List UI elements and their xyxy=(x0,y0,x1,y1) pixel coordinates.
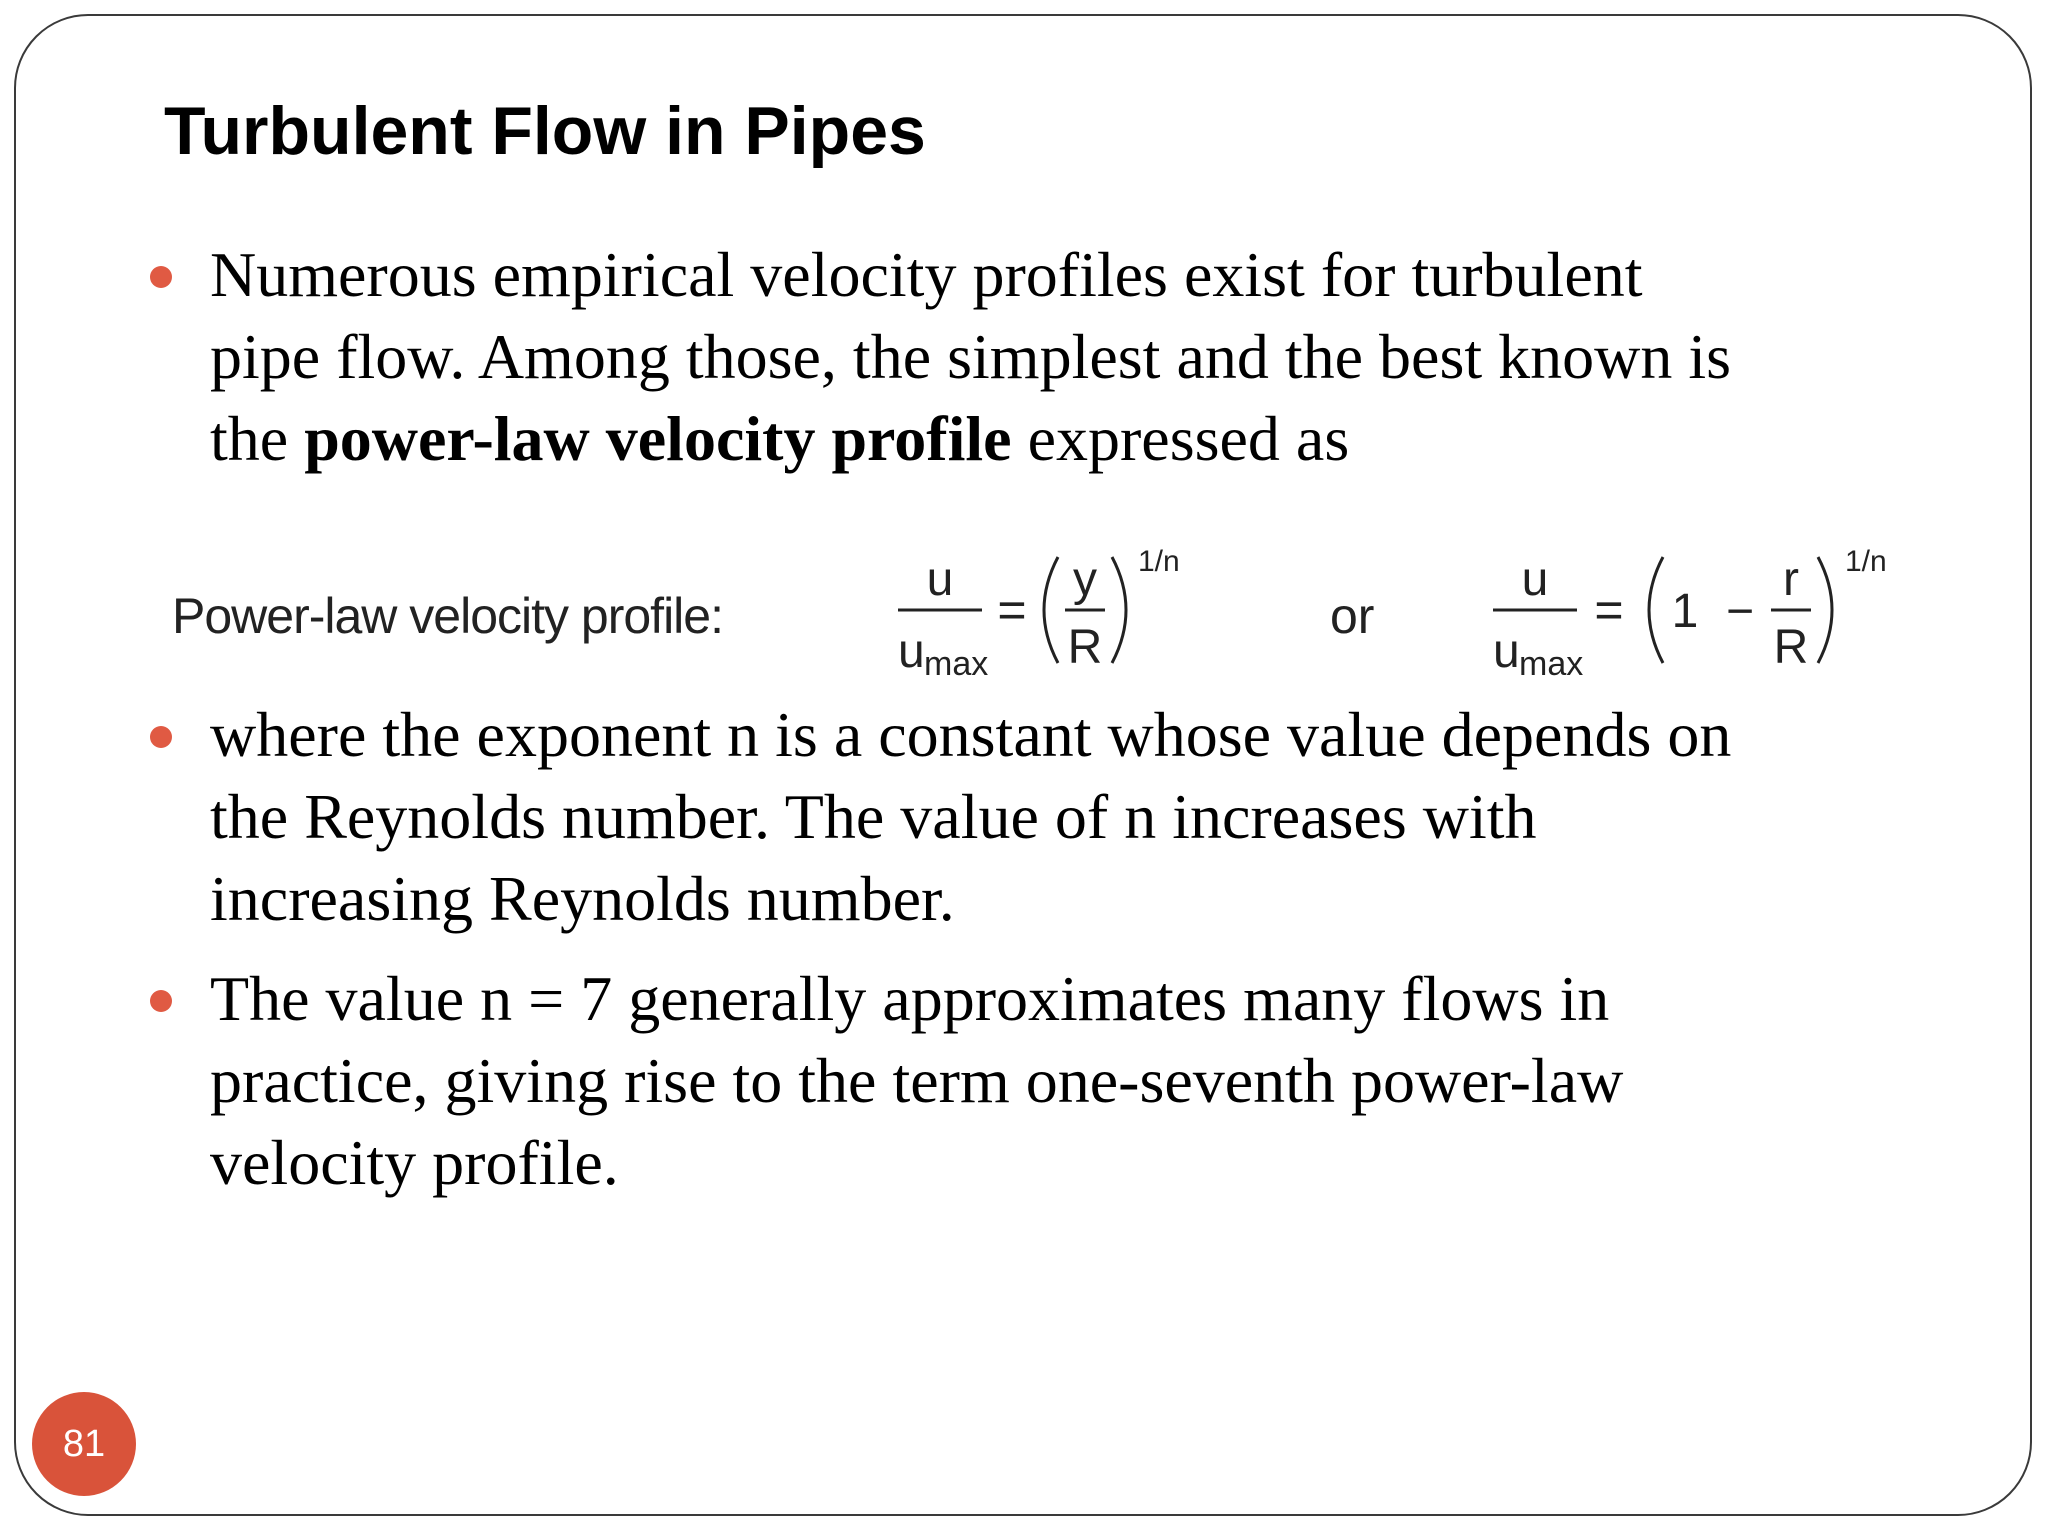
bullet-line xyxy=(210,398,1731,480)
bullet-text xyxy=(210,694,1731,940)
eq1-numerator: u xyxy=(926,553,954,606)
formula-area xyxy=(150,515,1970,695)
bullet-text-run: where the exponent n is a constant whose value depends on xyxy=(210,699,1732,770)
eq2-exponent: 1/n xyxy=(1845,545,1887,578)
page-number-badge: 81 xyxy=(32,1392,136,1496)
eq1-denominator: u xyxy=(898,625,925,678)
formula-connector: or xyxy=(1330,588,1375,644)
eq2-inner-denominator: R xyxy=(1773,621,1809,674)
eq2-denominator-sub: max xyxy=(1519,645,1584,683)
bullet-text-run: increasing Reynolds number. xyxy=(210,863,955,934)
equation-2 xyxy=(1485,535,1945,695)
eq2-minus: − xyxy=(1725,585,1755,638)
bullet-line xyxy=(210,1040,1623,1122)
eq1-denominator-sub: max xyxy=(924,645,989,683)
bullet-text-run: pipe flow. Among those, the simplest and the best known is xyxy=(210,321,1732,392)
bullet-bold-text: power-law velocity profile xyxy=(304,403,1012,474)
eq2-denominator: u xyxy=(1493,625,1520,678)
bullet-text-run: the Reynolds number. The value of n increases with xyxy=(210,781,1537,852)
eq2-numerator: u xyxy=(1521,553,1549,606)
bullet-text-run: expressed as xyxy=(1011,403,1350,474)
bullet-text-run: The value n = 7 generally approximates many flows in xyxy=(210,963,1610,1034)
bullet-line xyxy=(210,1122,1623,1204)
eq2-inner-numerator: r xyxy=(1783,553,1799,606)
eq1-equals: = xyxy=(997,582,1027,638)
bullet-text xyxy=(210,958,1623,1204)
eq1-exponent: 1/n xyxy=(1138,545,1180,578)
bullet-line xyxy=(210,234,1731,316)
bullet-line xyxy=(210,694,1731,776)
bullet-text-run: Numerous empirical velocity profiles exist for turbulent xyxy=(210,239,1643,310)
eq1-inner-numerator: y xyxy=(1073,553,1097,606)
bullet-line xyxy=(210,316,1731,398)
equation-1 xyxy=(890,535,1230,695)
bullet-line xyxy=(210,958,1623,1040)
bullet-text-run: practice, giving rise to the term one-seventh power-law xyxy=(210,1045,1624,1116)
bullet-text-run: velocity profile. xyxy=(210,1127,619,1198)
bullet-dot-icon xyxy=(150,990,172,1012)
formula-label: Power-law velocity profile: xyxy=(172,588,723,644)
bullet-dot-icon xyxy=(150,266,172,288)
bullet-line xyxy=(210,776,1731,858)
eq2-equals: = xyxy=(1594,582,1624,638)
bullet-text xyxy=(210,234,1731,480)
slide-title: Turbulent Flow in Pipes xyxy=(164,93,926,169)
bullet-dot-icon xyxy=(150,726,172,748)
eq1-inner-denominator: R xyxy=(1067,621,1103,674)
bullet-line xyxy=(210,858,1731,940)
eq2-one: 1 xyxy=(1671,585,1699,638)
bullet-text-run: the xyxy=(210,403,305,474)
